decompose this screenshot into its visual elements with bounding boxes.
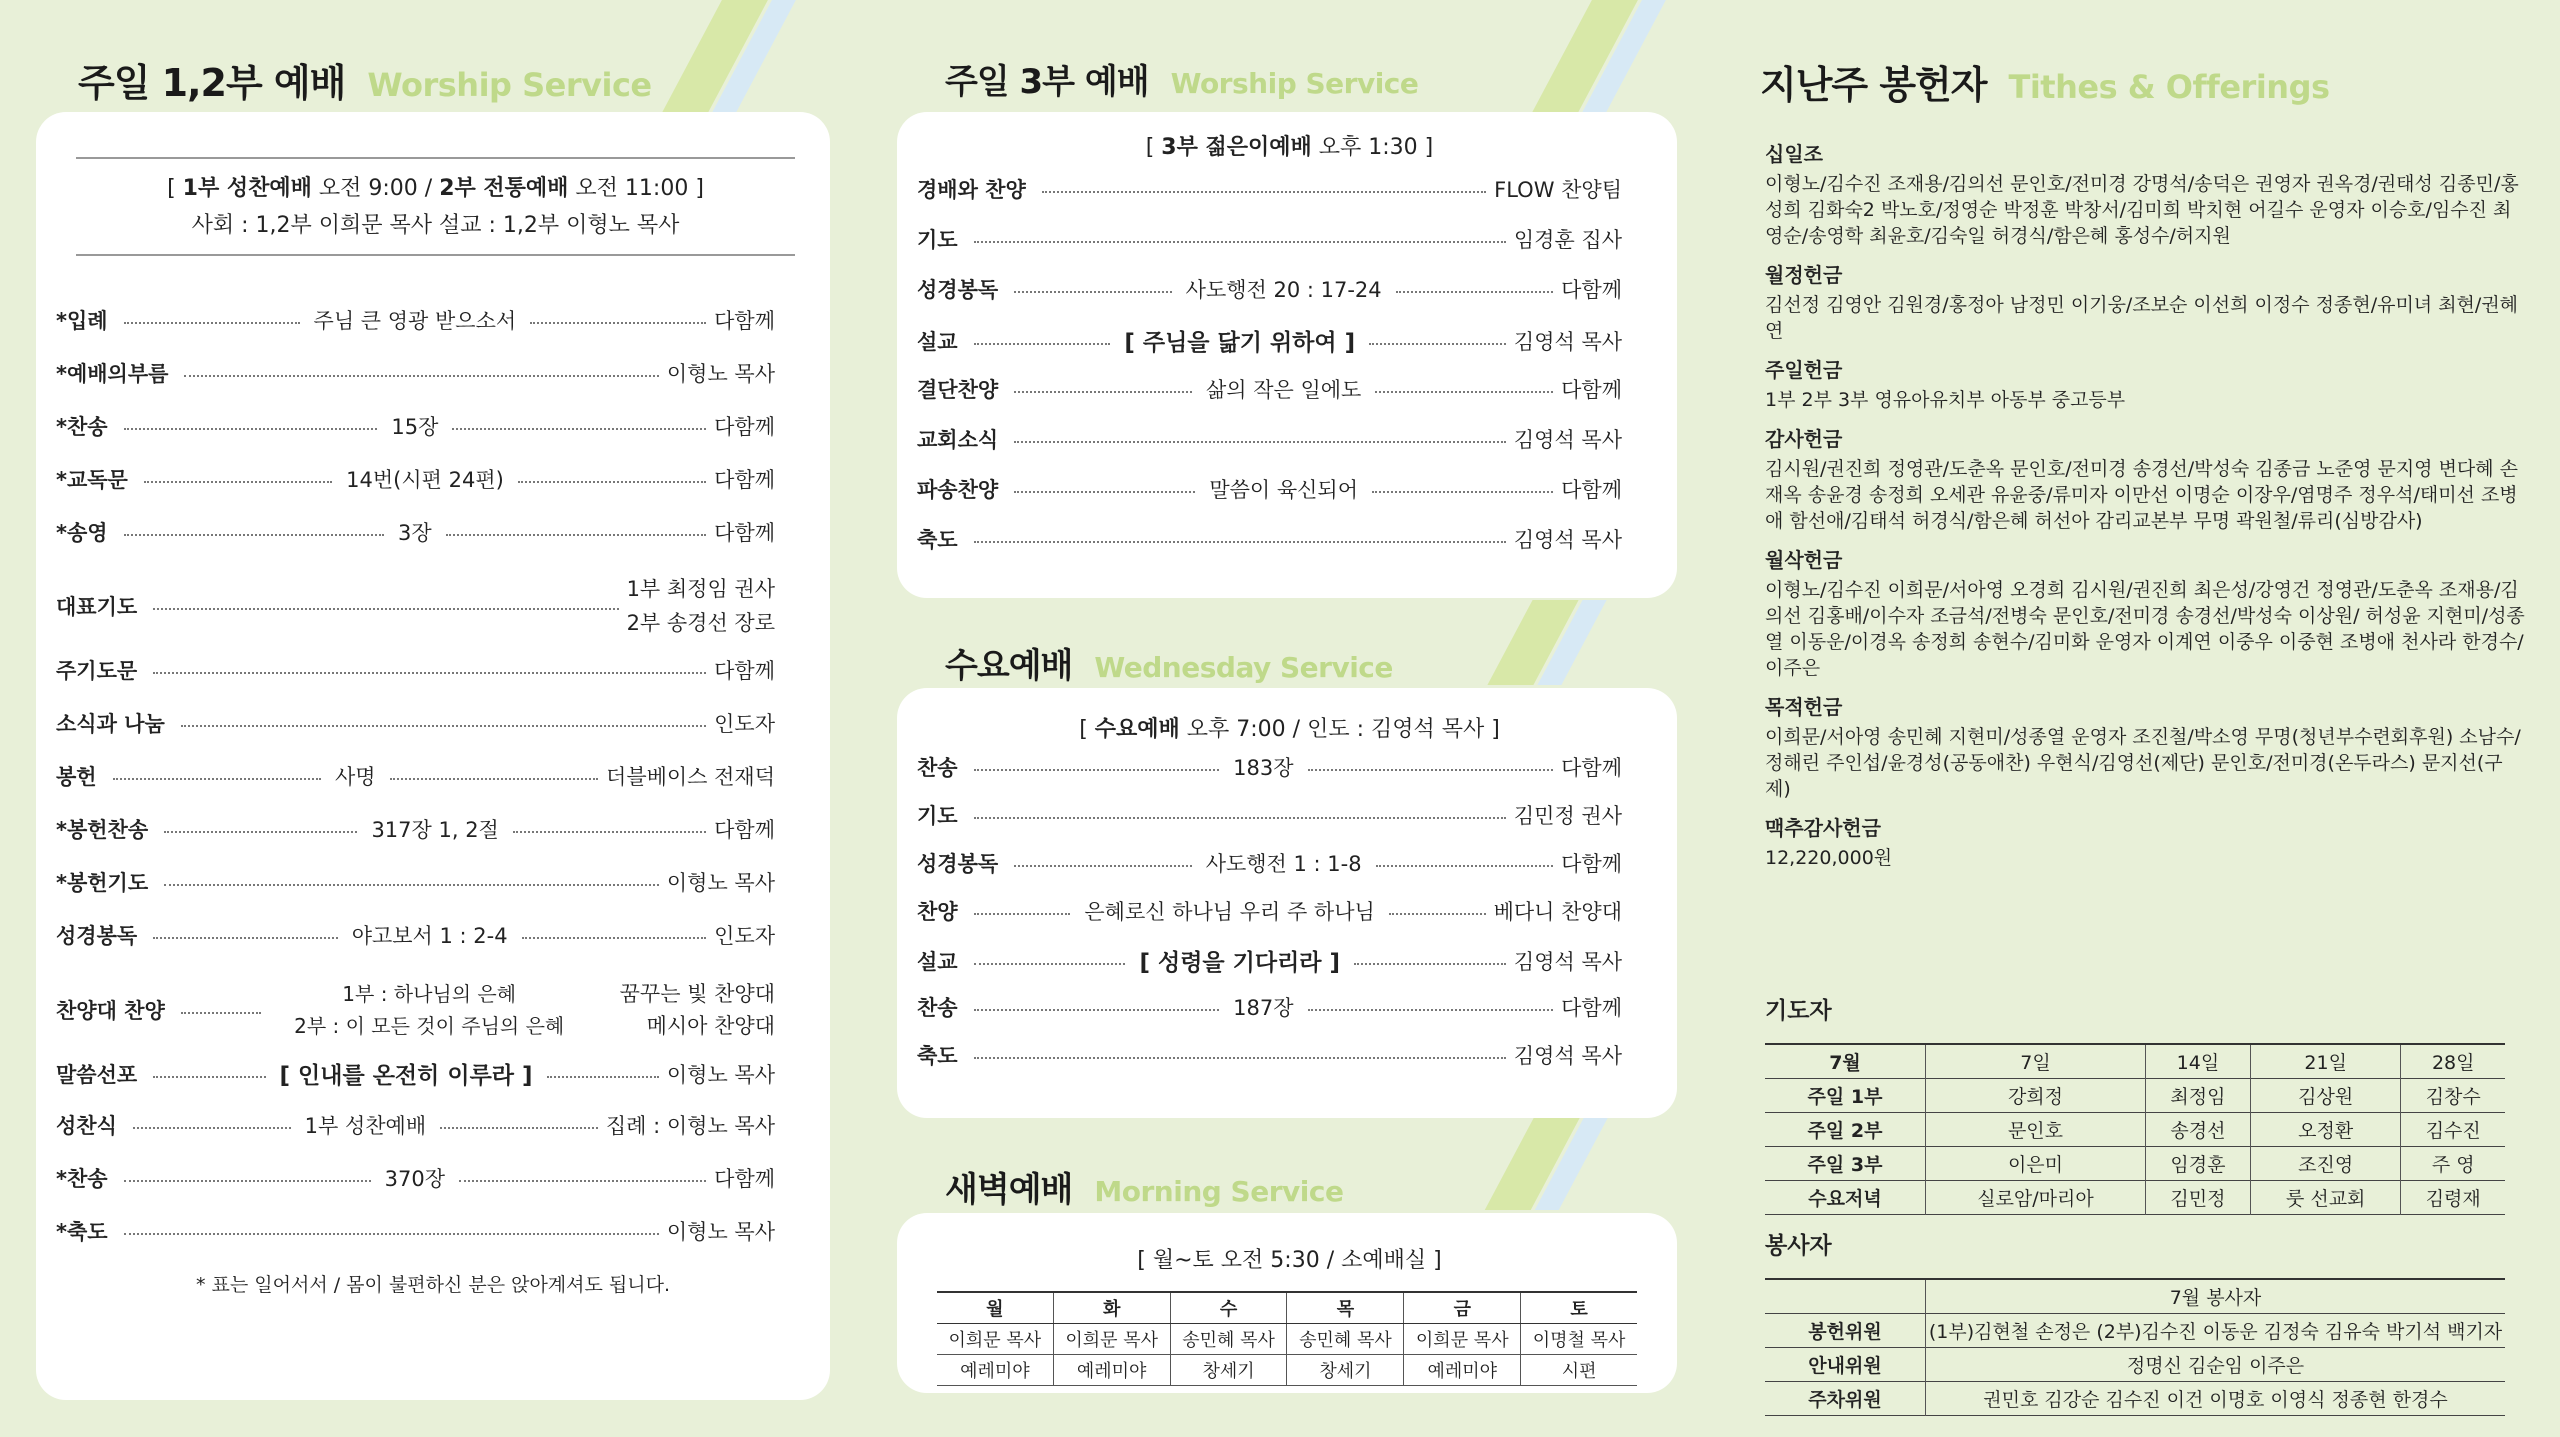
order-right: 베다니 찬양대 xyxy=(1493,900,1622,924)
order-right: 김영석 목사 xyxy=(1513,528,1622,552)
order-mid: 야고보서 1 : 2-4 xyxy=(351,924,508,948)
leader-cell: 이희문 목사 xyxy=(1404,1324,1521,1355)
offerings-list xyxy=(1765,138,2525,881)
order-row xyxy=(56,358,775,388)
order-label: 설교 xyxy=(917,329,958,354)
book-cell: 창세기 xyxy=(1170,1355,1287,1386)
order-right: 2부 송경선 장로 xyxy=(626,611,775,635)
order-mid: [ 주님을 닮기 위하여 ] xyxy=(1124,330,1356,356)
book-cell: 창세기 xyxy=(1287,1355,1404,1386)
dotted-leader xyxy=(133,1127,291,1129)
day-header: 월 xyxy=(937,1292,1053,1324)
prayer-name: 임경훈 xyxy=(2145,1147,2250,1181)
order-mid: 사명 xyxy=(335,765,376,789)
sunday3-title: 주일 3부 예배 xyxy=(945,62,1149,102)
order-right: 다함께 xyxy=(714,818,775,842)
offering-names: 이희문/서아영 송민혜 지현미/성종열 운영자 조진철/박소영 무명(청년부수련회후원) 소남수/정해린 주인섭/윤경성(공동애찬) 우현식/김영선(제단) 문인호/전미경(온두라스) 문지선(구제) xyxy=(1765,726,2521,800)
prayer-name: 조진영 xyxy=(2250,1147,2401,1181)
prayer-row xyxy=(1765,1079,2505,1113)
order-row xyxy=(56,708,775,738)
order-label: *예배의부름 xyxy=(56,362,169,386)
order-mid: 은혜로신 하나님 우리 주 하나님 xyxy=(1084,900,1375,924)
order-mid: [ 성령을 기다리라 ] xyxy=(1139,950,1341,976)
order-right: 다함께 xyxy=(1561,756,1622,780)
order-right: 이형노 목사 xyxy=(666,1062,775,1087)
order-row xyxy=(917,1040,1622,1070)
order-row xyxy=(56,1110,775,1140)
dotted-leader xyxy=(446,534,706,536)
prayer-date: 21일 xyxy=(2250,1044,2401,1079)
dotted-leader xyxy=(124,534,384,536)
order-row xyxy=(56,1163,775,1193)
order-mid: 삶의 작은 일에도 xyxy=(1205,378,1362,402)
dotted-leader xyxy=(1014,441,1506,443)
offering-category: 주일헌금 xyxy=(1765,358,1843,382)
dotted-leader xyxy=(181,725,706,727)
order-right: 임경훈 집사 xyxy=(1513,228,1622,252)
leader-cell: 송민혜 목사 xyxy=(1170,1324,1287,1355)
order-right: 이형노 목사 xyxy=(666,1220,775,1244)
order-right: 김영석 목사 xyxy=(1513,329,1623,354)
prayer-title: 기도자 xyxy=(1765,998,1832,1024)
dotted-leader xyxy=(144,481,332,483)
order-label: 결단찬양 xyxy=(917,378,999,402)
offering-names: 김선정 김영안 김원경/홍정아 남정민 이기웅/조보순 이선희 이정수 정종현/유미녀 최현/권혜연 xyxy=(1765,294,2519,342)
dotted-leader xyxy=(547,1076,659,1078)
leader-cell: 이희문 목사 xyxy=(937,1324,1053,1355)
dotted-leader xyxy=(513,831,706,833)
wednesday-title: 수요예배 xyxy=(945,646,1073,686)
prayer-name: 김령재 xyxy=(2401,1181,2505,1215)
offering-section xyxy=(1765,544,2525,681)
morning-card xyxy=(897,1213,1677,1393)
day-header: 수 xyxy=(1170,1292,1287,1324)
order-mid: 15장 xyxy=(391,415,439,439)
book-cell: 예레미야 xyxy=(937,1355,1053,1386)
order-label: 교회소식 xyxy=(917,428,999,452)
dotted-leader xyxy=(974,241,1506,243)
order-mid: 사도행전 20 : 17-24 xyxy=(1185,278,1382,302)
leader-cell: 송민혜 목사 xyxy=(1287,1324,1404,1355)
order-right-block xyxy=(620,978,775,1042)
order-row xyxy=(56,920,775,950)
prayer-name: 룻 선교회 xyxy=(2250,1181,2401,1215)
order-right-block xyxy=(627,572,775,640)
offering-section xyxy=(1765,354,2525,413)
order-row xyxy=(56,867,775,897)
order-right: 김영석 목사 xyxy=(1513,428,1622,452)
volunteers-header: 7월 봉사자 xyxy=(1926,1279,2506,1314)
order-mid: 말씀이 육신되어 xyxy=(1209,478,1358,502)
book-cell: 예레미야 xyxy=(1053,1355,1170,1386)
order-row xyxy=(917,524,1622,554)
order-right: 다함께 xyxy=(1561,996,1622,1020)
order-mid: 187장 xyxy=(1233,996,1294,1020)
offerings-title: 지난주 봉헌자 xyxy=(1760,63,1987,107)
dotted-leader xyxy=(974,1009,1220,1011)
order-label: 성경봉독 xyxy=(917,852,999,876)
volunteer-role: 안내위원 xyxy=(1808,1355,1882,1377)
dotted-leader xyxy=(153,1076,265,1078)
prayer-name: 김상원 xyxy=(2250,1079,2401,1113)
order-row xyxy=(56,814,775,844)
dotted-leader xyxy=(1375,391,1553,393)
volunteer-row xyxy=(1765,1348,2505,1382)
order-label: 축도 xyxy=(917,528,958,552)
offerings-title-en: Tithes & Offerings xyxy=(2008,68,2330,106)
order-row xyxy=(917,848,1622,878)
day-header: 토 xyxy=(1521,1292,1637,1324)
order-row xyxy=(917,174,1622,204)
order-right: 김영석 목사 xyxy=(1513,949,1623,974)
morning-title-en: Morning Service xyxy=(1094,1175,1344,1208)
offering-category: 십일조 xyxy=(1765,142,1823,166)
wednesday-card xyxy=(897,688,1677,1118)
order-mid: 사도행전 1 : 1-8 xyxy=(1205,852,1362,876)
volunteer-names: 정명신 김순임 이주은 xyxy=(1926,1348,2506,1382)
volunteer-names: (1부)김현철 손정은 (2부)김수진 이동운 김정숙 김유숙 박기석 백기자 xyxy=(1926,1314,2506,1348)
dotted-leader xyxy=(124,322,300,324)
order-right: 인도자 xyxy=(714,924,776,948)
dotted-leader xyxy=(1372,491,1553,493)
leader-cell: 이명철 목사 xyxy=(1521,1324,1637,1355)
order-right: 다함께 xyxy=(714,468,776,492)
prayer-name: 문인호 xyxy=(1926,1113,2146,1147)
order-mid: 14번(시편 24편) xyxy=(346,468,504,492)
order-right: 김영석 목사 xyxy=(1513,1044,1622,1068)
order-row xyxy=(56,572,775,640)
day-header: 목 xyxy=(1287,1292,1404,1324)
volunteer-names: 권민호 김강순 김수진 이건 이명호 이영식 정종현 한경수 xyxy=(1926,1382,2506,1416)
order-right: 다함께 xyxy=(1561,278,1623,302)
order-row xyxy=(917,474,1622,504)
offering-names: 12,220,000원 xyxy=(1765,847,1893,869)
order-row xyxy=(917,944,1622,977)
sunday12-title-en: Worship Service xyxy=(367,66,652,104)
order-row xyxy=(917,374,1622,404)
offering-names: 김시원/권진희 정영관/도춘옥 문인호/전미경 송경선/박성숙 김종금 노준영 문지영 변다혜 손재옥 송윤경 송정희 오세관 유윤중/류미자 이만선 이명순 이장우/염명주 정우석/태미선 조병애 함선애/김태석 허경식/함은혜 허선아 감리교본부 무명 곽원철/류리(심방감사) xyxy=(1765,458,2519,532)
dotted-leader xyxy=(1369,343,1506,345)
order-row xyxy=(917,424,1622,454)
order-label: *찬송 xyxy=(56,1167,108,1191)
order-label: *봉헌기도 xyxy=(56,871,149,895)
dotted-leader xyxy=(530,322,706,324)
order-label: 축도 xyxy=(917,1044,958,1068)
order-right: 다함께 xyxy=(714,309,775,333)
dotted-leader xyxy=(164,884,659,886)
order-label: 설교 xyxy=(917,949,958,974)
order-row xyxy=(56,305,775,335)
order-right: 이형노 목사 xyxy=(666,871,775,895)
dotted-leader xyxy=(124,428,378,430)
morning-header: [ 월~토 오전 5:30 / 소예배실 ] xyxy=(1137,1248,1442,1273)
dotted-leader xyxy=(184,375,658,377)
dotted-leader xyxy=(974,769,1220,771)
morning-heading xyxy=(945,1162,1343,1211)
offering-section xyxy=(1765,812,2525,871)
order-row xyxy=(56,411,775,441)
offering-section xyxy=(1765,259,2525,344)
dotted-leader xyxy=(459,1180,706,1182)
order-row xyxy=(56,1057,775,1090)
order-label: *축도 xyxy=(56,1220,108,1244)
order-right: 인도자 xyxy=(714,712,775,736)
order-row xyxy=(56,761,775,791)
volunteers-corner xyxy=(1765,1279,1926,1314)
order-row xyxy=(56,1216,775,1246)
dotted-leader xyxy=(1376,865,1554,867)
sunday12-header-line1: [ 1부 성찬예배 오전 9:00 / 2부 전통예배 오전 11:00 ] xyxy=(167,176,704,201)
order-row xyxy=(917,752,1622,782)
order-label: *송영 xyxy=(56,521,108,545)
dotted-leader xyxy=(1014,391,1192,393)
dotted-leader xyxy=(452,428,706,430)
volunteer-row xyxy=(1765,1382,2505,1416)
prayer-date: 7일 xyxy=(1926,1044,2146,1079)
wednesday-heading xyxy=(945,638,1393,687)
order-right: 메시아 찬양대 xyxy=(646,1014,775,1038)
order-row xyxy=(917,274,1622,304)
dotted-leader xyxy=(124,1233,659,1235)
wednesday-header: [ 수요예배 오후 7:00 / 인도 : 김영석 목사 ] xyxy=(1079,717,1500,742)
sunday12-header-box xyxy=(76,157,795,256)
dotted-leader xyxy=(1042,191,1486,193)
dotted-leader xyxy=(1014,491,1195,493)
dotted-leader xyxy=(440,1127,598,1129)
order-label: 기도 xyxy=(917,804,958,828)
dotted-leader xyxy=(974,913,1071,915)
order-mid: 317장 1, 2절 xyxy=(371,818,499,842)
order-mid: 183장 xyxy=(1233,756,1294,780)
sunday3-card xyxy=(897,112,1677,598)
order-right: 꿈꾸는 빛 찬양대 xyxy=(619,982,775,1006)
order-label: *찬송 xyxy=(56,415,108,439)
order-mid: 3장 xyxy=(398,521,432,545)
morning-schedule-table xyxy=(937,1291,1637,1386)
order-right: 김민정 권사 xyxy=(1513,804,1622,828)
order-label: 경배와 찬양 xyxy=(917,178,1026,202)
order-label: 주기도문 xyxy=(56,659,138,683)
order-row xyxy=(917,992,1622,1022)
order-label: 성찬식 xyxy=(56,1114,117,1138)
prayer-name: 김창수 xyxy=(2401,1079,2505,1113)
prayer-date: 14일 xyxy=(2145,1044,2250,1079)
sunday12-card xyxy=(36,112,830,1400)
order-row xyxy=(56,655,775,685)
offering-names: 1부 2부 3부 영유아유치부 아동부 중고등부 xyxy=(1765,389,2126,411)
prayer-name: 강희정 xyxy=(1926,1079,2146,1113)
prayer-service: 수요저녁 xyxy=(1808,1188,1882,1210)
order-label: 소식과 나눔 xyxy=(56,712,165,736)
day-header: 금 xyxy=(1404,1292,1521,1324)
dotted-leader xyxy=(974,541,1506,543)
order-label: 찬송 xyxy=(917,996,958,1020)
dotted-leader xyxy=(1389,913,1486,915)
volunteers-title: 봉사자 xyxy=(1765,1233,1832,1259)
prayer-row xyxy=(1765,1181,2505,1215)
order-right: 1부 최정임 권사 xyxy=(626,577,775,601)
prayer-service: 주일 3부 xyxy=(1807,1154,1883,1176)
prayer-name: 김민정 xyxy=(2145,1181,2250,1215)
order-right: 다함께 xyxy=(714,1167,776,1191)
dotted-leader xyxy=(522,937,707,939)
sunday3-title-en: Worship Service xyxy=(1170,67,1419,100)
prayer-service: 주일 1부 xyxy=(1807,1086,1883,1108)
prayer-name: 오정환 xyxy=(2250,1113,2401,1147)
prayer-name: 이은미 xyxy=(1926,1147,2146,1181)
order-right: 다함께 xyxy=(714,659,775,683)
day-header: 화 xyxy=(1053,1292,1170,1324)
offering-category: 감사헌금 xyxy=(1765,427,1843,451)
order-mid: 2부 : 이 모든 것이 주님의 은혜 xyxy=(294,1014,565,1038)
order-right: 더블베이스 전재덕 xyxy=(606,765,775,789)
dotted-leader xyxy=(1396,291,1554,293)
prayer-name: 송경선 xyxy=(2145,1113,2250,1147)
dotted-leader xyxy=(153,608,618,610)
offering-section xyxy=(1765,138,2525,249)
order-row xyxy=(917,324,1622,357)
order-label: 봉헌 xyxy=(56,765,97,789)
prayer-name: 실로암/마리아 xyxy=(1926,1181,2146,1215)
order-label: 말씀선포 xyxy=(56,1062,138,1087)
dotted-leader xyxy=(390,778,598,780)
dotted-leader xyxy=(1014,291,1172,293)
dotted-leader xyxy=(974,343,1111,345)
sunday12-title: 주일 1,2부 예배 xyxy=(78,61,346,105)
sunday3-header: [ 3부 젊은이예배 오후 1:30 ] xyxy=(1145,135,1434,160)
order-label: 파송찬양 xyxy=(917,478,999,502)
offering-category: 맥추감사헌금 xyxy=(1765,816,1881,840)
order-right: 다함께 xyxy=(714,521,776,545)
order-mid-block xyxy=(269,978,590,1042)
prayer-table xyxy=(1765,1043,2505,1215)
order-label: 성경봉독 xyxy=(917,278,999,302)
offering-names: 이형노/김수진 조재용/김의선 문인호/전미경 강명석/송덕은 권영자 권옥경/권태성 김종민/홍성희 김화숙2 박노호/정영순 박정훈 박창서/김미희 박치현 어길수 운영자 이승호/임수진 최영순/송영학 최윤호/김숙일 허경식/함은혜 홍성수/허지원 xyxy=(1765,173,2519,247)
dotted-leader xyxy=(1014,865,1192,867)
volunteer-row xyxy=(1765,1314,2505,1348)
volunteer-role: 주차위원 xyxy=(1808,1389,1882,1411)
dotted-leader xyxy=(974,963,1126,965)
order-right: 집례 : 이형노 목사 xyxy=(605,1114,775,1138)
prayer-month: 7월 xyxy=(1829,1052,1861,1074)
morning-title: 새벽예배 xyxy=(945,1170,1073,1210)
offering-category: 월정헌금 xyxy=(1765,263,1843,287)
offering-section xyxy=(1765,691,2525,802)
order-row xyxy=(917,896,1622,926)
order-right: 다함께 xyxy=(1561,852,1623,876)
order-mid: 1부 : 하나님의 은혜 xyxy=(342,982,517,1006)
dotted-leader xyxy=(1308,1009,1554,1011)
dotted-leader xyxy=(153,937,338,939)
volunteer-role: 봉헌위원 xyxy=(1808,1321,1882,1343)
order-label: 대표기도 xyxy=(56,595,138,619)
order-label: 찬양대 찬양 xyxy=(56,999,165,1023)
order-label: 기도 xyxy=(917,228,958,252)
offering-names: 이형노/김수진 이희문/서아영 오경희 김시원/권진희 최은성/강영건 정영관/도춘옥 조재용/김의선 김홍배/이수자 조금석/전병숙 문인호/전미경 송경선/박성숙 이상원/ 허성윤 지현미/성종열 이동운/이경옥 송정희 송현수/김미화 운영자 이계연 이중우 이중현 조병애 천사라 한경수/이주은 xyxy=(1765,579,2525,679)
sunday3-heading xyxy=(945,54,1418,103)
prayer-row xyxy=(1765,1147,2505,1181)
order-label: *봉헌찬송 xyxy=(56,818,149,842)
order-mid: 주님 큰 영광 받으소서 xyxy=(313,309,517,333)
sunday12-heading xyxy=(78,52,652,107)
dotted-leader xyxy=(1308,769,1554,771)
dotted-leader xyxy=(974,817,1506,819)
prayer-row xyxy=(1765,1113,2505,1147)
order-row xyxy=(56,978,775,1042)
prayer-service: 주일 2부 xyxy=(1807,1120,1883,1142)
volunteers-table xyxy=(1765,1278,2505,1416)
dotted-leader xyxy=(153,672,706,674)
dotted-leader xyxy=(974,1057,1506,1059)
order-right: FLOW 찬양팀 xyxy=(1494,178,1622,202)
order-label: 성경봉독 xyxy=(56,924,138,948)
book-cell: 예레미야 xyxy=(1404,1355,1521,1386)
dotted-leader xyxy=(181,1012,261,1014)
dotted-leader xyxy=(124,1180,371,1182)
order-label: *교독문 xyxy=(56,468,128,492)
leader-cell: 이희문 목사 xyxy=(1053,1324,1170,1355)
wednesday-title-en: Wednesday Service xyxy=(1094,651,1393,684)
order-right: 이형노 목사 xyxy=(666,362,775,386)
order-mid: [ 인내를 온전히 이루라 ] xyxy=(279,1063,533,1089)
order-right: 다함께 xyxy=(1561,478,1623,502)
dotted-leader xyxy=(113,778,321,780)
sunday12-footnote: * 표는 일어서서 / 몸이 불편하신 분은 앉아계셔도 됩니다. xyxy=(195,1274,671,1296)
order-row xyxy=(56,517,775,547)
order-label: *입례 xyxy=(56,309,108,333)
prayer-name: 김수진 xyxy=(2401,1113,2505,1147)
dotted-leader xyxy=(1354,963,1506,965)
sunday12-header-line2: 사회 : 1,2부 이희문 목사 설교 : 1,2부 이형노 목사 xyxy=(191,213,680,238)
order-row xyxy=(56,464,775,494)
prayer-name: 최정임 xyxy=(2145,1079,2250,1113)
order-label: 찬양 xyxy=(917,900,958,924)
prayer-name: 주 영 xyxy=(2401,1147,2505,1181)
order-mid: 1부 성찬예배 xyxy=(304,1114,427,1138)
offerings-heading xyxy=(1760,54,2330,109)
order-label: 찬송 xyxy=(917,756,958,780)
order-row xyxy=(917,800,1622,830)
prayer-date: 28일 xyxy=(2401,1044,2505,1079)
order-mid: 370장 xyxy=(384,1167,446,1191)
book-cell: 시편 xyxy=(1521,1355,1637,1386)
order-right: 다함께 xyxy=(714,415,775,439)
order-right: 다함께 xyxy=(1561,378,1622,402)
order-row xyxy=(917,224,1622,254)
dotted-leader xyxy=(518,481,706,483)
dotted-leader xyxy=(164,831,357,833)
offering-category: 목적헌금 xyxy=(1765,695,1843,719)
offering-category: 월삭헌금 xyxy=(1765,548,1843,572)
offering-section xyxy=(1765,423,2525,534)
